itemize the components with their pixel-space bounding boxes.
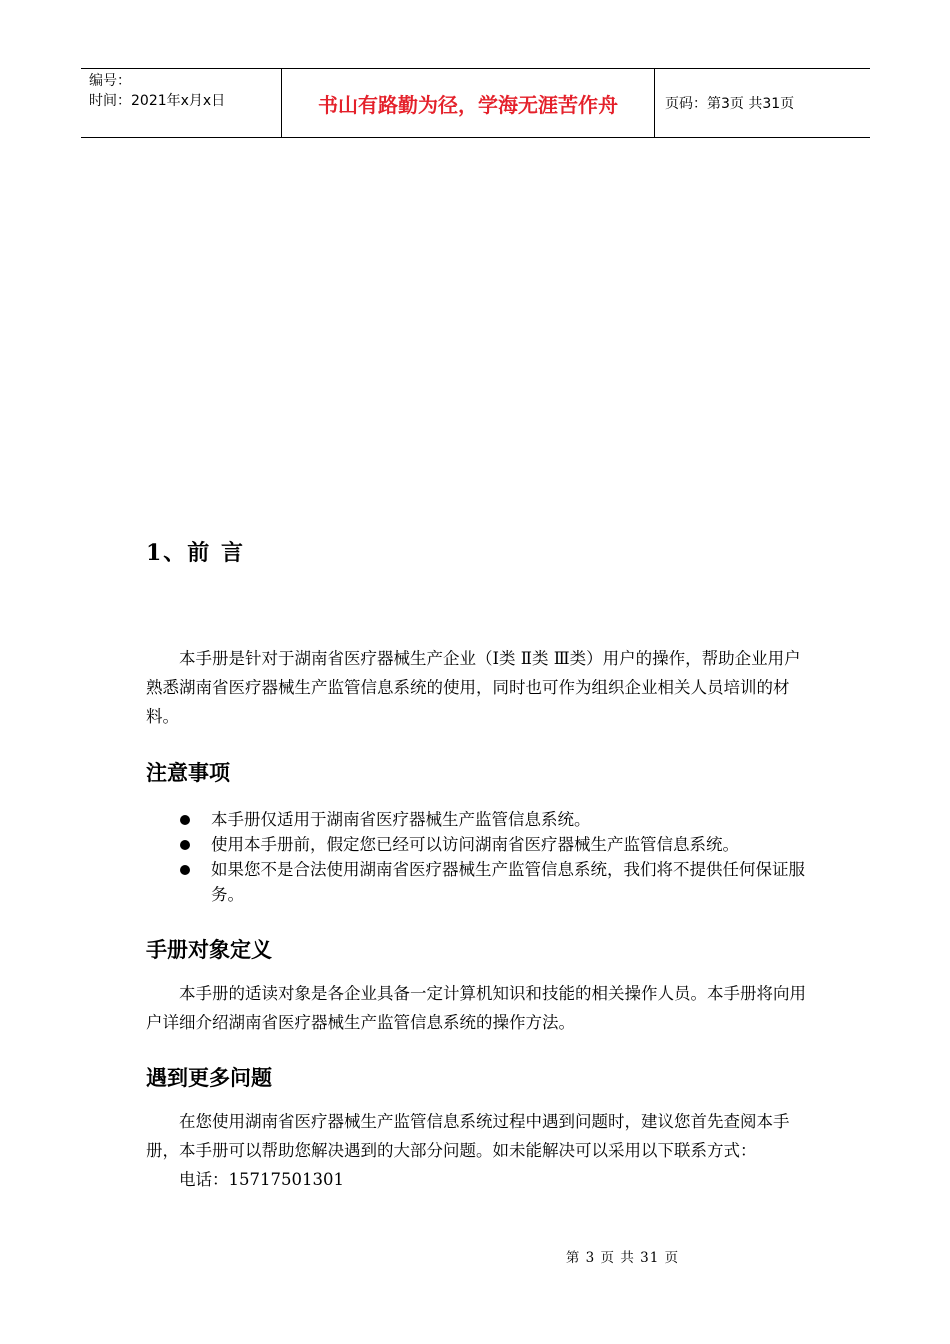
header-motto: 书山有路勤为径，学海无涯苦作舟 — [282, 69, 655, 137]
document-number-label: 编号： — [89, 73, 131, 89]
bullet-icon — [180, 840, 190, 850]
notes-list — [146, 807, 816, 907]
document-time: 时间：2021年x月x日 — [89, 93, 226, 109]
header-meta — [81, 69, 282, 137]
notes-heading: 注意事项 — [146, 761, 230, 785]
document-body — [146, 530, 816, 1194]
audience-paragraph: 本手册的适读对象是各企业具备一定计算机知识和技能的相关操作人员。本手册将向用户详细介绍湖南省医疗器械生产监管信息系统的操作方法。 — [146, 984, 806, 1032]
more-heading: 遇到更多问题 — [146, 1066, 272, 1090]
bullet-icon — [180, 815, 190, 825]
audience-heading: 手册对象定义 — [146, 938, 272, 962]
page-footer: 第 3 页 共 31 页 — [565, 1250, 680, 1266]
section-title: 1、前 言 — [146, 540, 245, 566]
list-item-text: 本手册仅适用于湖南省医疗器械生产监管信息系统。 — [211, 810, 591, 829]
page-header — [81, 68, 870, 138]
list-item — [146, 807, 816, 832]
header-page-info: 页码：第3页 共31页 — [665, 96, 795, 112]
contact-phone: 电话：15717501301 — [179, 1170, 344, 1189]
list-item — [146, 857, 816, 907]
list-item — [146, 832, 816, 857]
intro-paragraph: 本手册是针对于湖南省医疗器械生产企业（Ⅰ类 Ⅱ类 Ⅲ类）用户的操作，帮助企业用户熟悉湖南省医疗器械生产监管信息系统的使用，同时也可作为组织企业相关人员培训的材料。 — [146, 649, 801, 726]
bullet-icon — [180, 865, 190, 875]
more-paragraph: 在您使用湖南省医疗器械生产监管信息系统过程中遇到问题时，建议您首先查阅本手册，本手册可以帮助您解决遇到的大部分问题。如未能解决可以采用以下联系方式： — [146, 1112, 790, 1160]
list-item-text: 如果您不是合法使用湖南省医疗器械生产监管信息系统，我们将不提供任何保证服务。 — [211, 860, 805, 904]
list-item-text: 使用本手册前，假定您已经可以访问湖南省医疗器械生产监管信息系统。 — [211, 835, 739, 854]
